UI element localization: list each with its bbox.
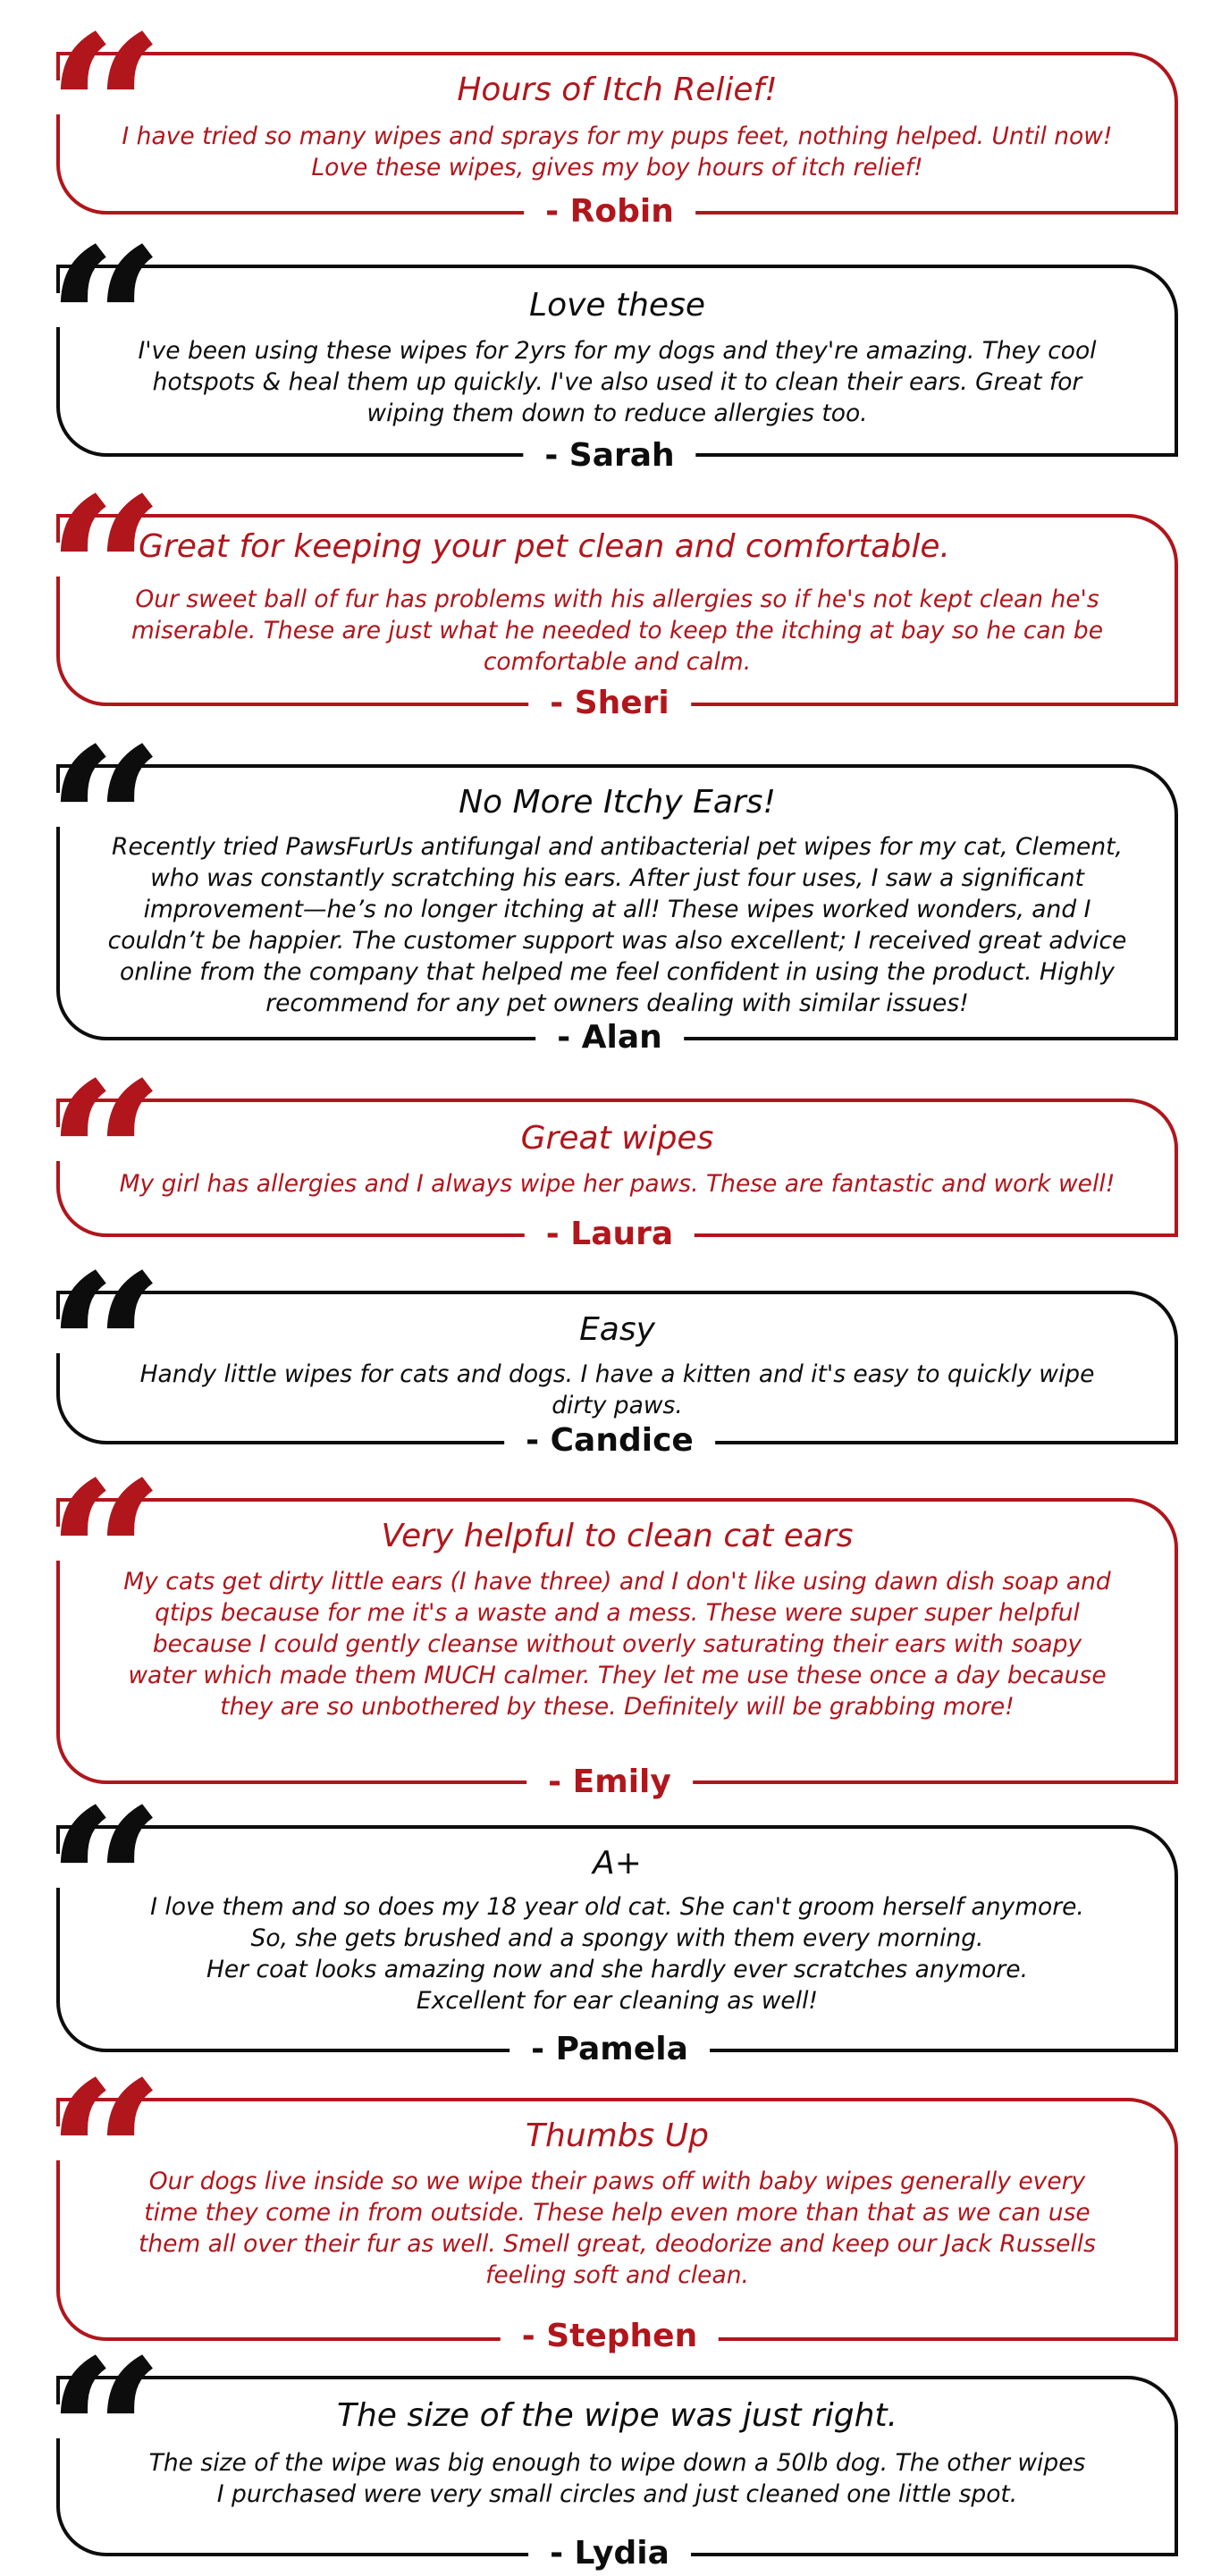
testimonial-author: - Sheri [528,685,691,722]
testimonial-author: - Lydia [528,2535,691,2572]
testimonial-title: The size of the wipe was just right. [336,2397,898,2434]
testimonial-body: Our sweet ball of fur has problems with his allergies so if he's not kept clean he's miserable. These are just what he needed to keep the itching at bay so he can be comfortable and calm. [131,585,1104,676]
quote-mark-icon: “ [46,703,146,945]
quote-mark-icon: “ [46,1230,146,1471]
testimonial-title: Easy [579,1311,655,1348]
testimonial-title: A+ [593,1845,642,1881]
testimonial-title: Great wipes [520,1120,714,1157]
testimonial-body: The size of the wipe was big enough to wipe down a 50lb dog. The other wipes I purchased were very small circles and just cleaned one little spot. [148,2449,1086,2508]
testimonial-body: My cats get dirty little ears (I have three) and I don't like using dawn dish soap and qtips because for me it's a waste and a mess. These were super super helpful because I could gently cleanse without overly saturating their ears with soapy water which made them MUCH calmer. They let me use these once a day because they are so unbothered by these. Definitely will be grabbing more! [123,1568,1111,1721]
testimonial-card [0,0,1221,232]
testimonial-body: Recently tried PawsFurUs antifungal and antibacterial pet wipes for my cat, Clement, who was constantly scratching his ears. After just four uses, I saw a significant improvement—he’s no longer itching at all! These wipes worked wonders, and I couldn’t be happier. The customer support was also excellent; I received great advice online from the company that helped me feel confident in using the product. Highly recommend for any pet owners dealing with similar issues! [107,833,1127,1017]
testimonial-body: I have tried so many wipes and sprays for my pups feet, nothing helped. Until now! Love these wipes, gives my boy hours of itch relief! [122,122,1113,181]
testimonial-body: I love them and so does my 18 year old cat. She can't groom herself anymore. So, she gets brushed and a spongy with them every morning. Her coat looks amazing now and she hardly ever scratches anymore. Excellent for ear cleaning as well! [150,1893,1084,2015]
testimonial-author: - Pamela [509,2031,710,2068]
quote-mark-icon: “ [46,1038,146,1279]
testimonial-title: No More Itchy Ears! [459,784,776,821]
testimonial-body: Handy little wipes for cats and dogs. I have a kitten and it's easy to quickly wipe dirty paws. [139,1360,1095,1419]
testimonial-author: - Alan [535,1019,684,1056]
testimonial-author: - Stephen [501,2318,719,2355]
quote-mark-icon: “ [46,1437,146,1679]
testimonial-body: I've been using these wipes for 2yrs for my dogs and they're amazing. They cool hotspots & heal them up quickly. I've also used it to clean their ears. Great for wiping them down to reduce allergies too. [138,337,1097,427]
testimonial-title: Very helpful to clean cat ears [381,1518,854,1554]
testimonial-title: Love these [529,287,705,324]
testimonial-author: - Candice [504,1422,715,1460]
testimonial-body: Our dogs live inside so we wipe their paws off with baby wipes generally every time they come in from outside. These help even more than that as we can use them all over their fur as well. Smell great, deodorize and keep our Jack Russells feeling soft and clean. [139,2168,1096,2289]
quote-mark-icon: “ [46,0,146,232]
quote-mark-icon: “ [46,2315,146,2556]
testimonial-author: - Emily [526,1764,693,1801]
quote-mark-icon: “ [46,1764,146,2006]
testimonial-body: My girl has allergies and I always wipe her paws. These are fantastic and work well! [119,1170,1116,1198]
quote-mark-icon: “ [46,2037,146,2278]
testimonial-card [0,1038,1221,1279]
testimonial-title: Thumbs Up [526,2117,709,2154]
testimonial-author: - Sarah [523,437,695,475]
testimonial-author: - Robin [524,193,695,231]
testimonial-title: Hours of Itch Relief! [457,72,778,108]
testimonial-author: - Laura [525,1216,695,1253]
testimonial-title: Great for keeping your pet clean and comfortable. [139,528,950,565]
quote-mark-icon: “ [46,453,146,695]
quote-mark-icon: “ [46,204,146,445]
